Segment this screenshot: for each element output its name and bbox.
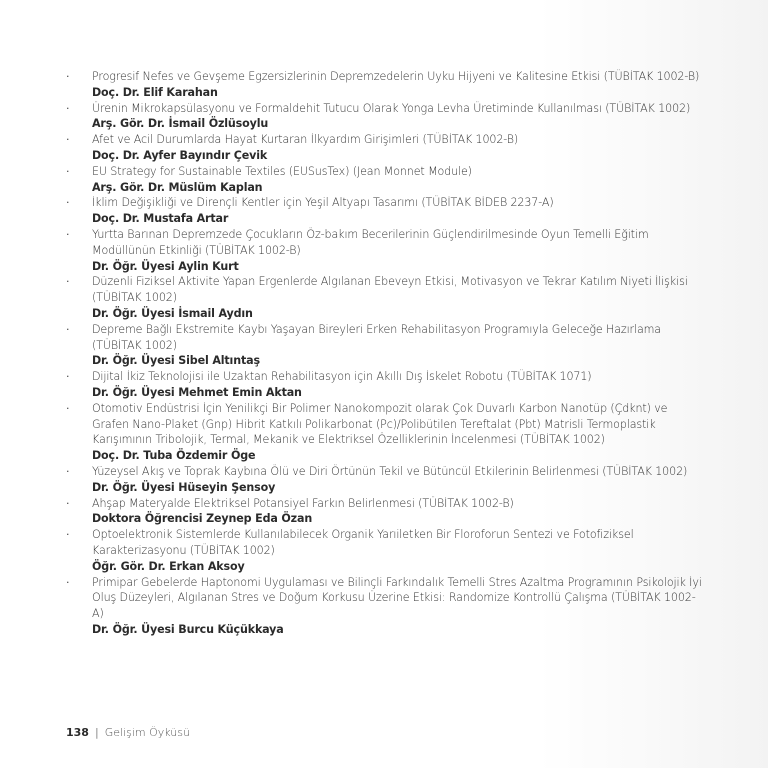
project-title: Ürenin Mikrokapsülasyonu ve Formaldehit Tutucu Olarak Yonga Levha Üretiminde Kullanılması (TÜBİTAK 1002) [92, 101, 691, 115]
project-title: Depreme Bağlı Ekstremite Kaybı Yaşayan Bireyleri Erken Rehabilitasyon Programıyla Geleceğe Hazırlama (TÜBİTAK 1002) [92, 322, 661, 352]
bullet-icon: · [66, 401, 70, 415]
project-list [66, 69, 706, 638]
project-title: Otomotiv Endüstrisi İçin Yenilikçi Bir Polimer Nanokompozit olarak Çok Duvarlı Karbon Nanotüp (Çdknt) ve Grafen Nano-Plaket (Gnp) Hibrit Katkılı Polikarbonat (Pc)/Polibütilen Tereftalat (Pbt) Matrisli Termoplastik Karışımının Tribolojik, Termal, Mekanik ve Elektriksel Özelliklerinin İncelenmesi (TÜBİTAK 1002) [92, 401, 668, 447]
project-title: Optoelektronik Sistemlerde Kullanılabilecek Organik Yarıiletken Bir Floroforun Sentezi ve Fotofiziksel Karakterizasyonu (TÜBİTAK 1002) [92, 528, 634, 557]
bullet-icon: · [66, 528, 70, 542]
project-author: Doç. Dr. Tuba Özdemir Öge [92, 449, 256, 463]
project-title: Dijital İkiz Teknolojisi ile Uzaktan Rehabilitasyon için Akıllı Dış İskelet Robotu (TÜBİTAK 1071) [92, 370, 592, 384]
bullet-icon: · [66, 275, 70, 289]
list-item [66, 69, 706, 101]
bullet-icon: · [66, 464, 70, 478]
project-author: Arş. Gör. Dr. Müslüm Kaplan [92, 180, 263, 194]
list-item [66, 527, 706, 574]
project-title: Ahşap Materyalde Elektriksel Potansiyel Farkın Belirlenmesi (TÜBİTAK 1002-B) [92, 496, 514, 510]
footer-separator: | [94, 726, 99, 739]
bullet-icon: · [66, 575, 70, 589]
bullet-icon: · [66, 496, 70, 510]
page-number: 138 [66, 726, 89, 739]
project-title: Afet ve Acil Durumlarda Hayat Kurtaran İlkyardım Girişimleri (TÜBİTAK 1002-B) [92, 133, 519, 147]
list-item [66, 101, 706, 133]
project-title: EU Strategy for Sustainable Textiles (EUSusTex) (Jean Monnet Module) [92, 164, 472, 178]
project-title: İklim Değişikliği ve Dirençli Kentler için Yeşil Altyapı Tasarımı (TÜBİTAK BİDEB 2237-A) [92, 196, 554, 210]
list-item [66, 132, 706, 164]
project-title: Yüzeysel Akış ve Toprak Kaybına Ölü ve Diri Örtünün Tekil ve Bütüncül Etkilerinin Belirlenmesi (TÜBİTAK 1002) [92, 464, 688, 478]
list-item [66, 322, 706, 369]
bullet-icon: · [66, 101, 70, 115]
project-author: Arş. Gör. Dr. İsmail Özlüsoylu [92, 117, 269, 131]
project-author: Doç. Dr. Ayfer Bayındır Çevik [92, 148, 268, 162]
project-author: Dr. Öğr. Üyesi İsmail Aydın [92, 306, 253, 320]
project-title: Primipar Gebelerde Haptonomi Uygulaması ve Bilinçli Farkındalık Temelli Stres Azaltma Programının Psikolojik İyi Oluş Düzeyleri, Algılanan Stres ve Doğum Korkusu Üzerine Etkisi: Randomize Kontrollü Çalışma (TÜBİTAK 1002-A) [92, 575, 702, 621]
bullet-icon: · [66, 164, 70, 178]
project-author: Dr. Öğr. Üyesi Aylin Kurt [92, 259, 239, 273]
project-author: Doç. Dr. Mustafa Artar [92, 212, 229, 226]
project-author: Doç. Dr. Elif Karahan [92, 85, 218, 99]
bullet-icon: · [66, 133, 70, 147]
list-item [66, 575, 706, 638]
page-footer [66, 726, 190, 740]
bullet-icon: · [66, 322, 70, 336]
list-item [66, 164, 706, 196]
list-item [66, 227, 706, 274]
list-item [66, 369, 706, 401]
bullet-icon: · [66, 227, 70, 241]
list-item [66, 401, 706, 464]
project-author: Dr. Öğr. Üyesi Hüseyin Şensoy [92, 480, 276, 494]
project-title: Progresif Nefes ve Gevşeme Egzersizlerinin Depremzedelerin Uyku Hijyeni ve Kalitesine Etkisi (TÜBİTAK 1002-B) [92, 70, 700, 83]
project-author: Dr. Öğr. Üyesi Burcu Küçükkaya [92, 622, 284, 636]
project-author: Dr. Öğr. Üyesi Sibel Altıntaş [92, 354, 260, 368]
bullet-icon: · [66, 196, 70, 210]
list-item [66, 464, 706, 496]
list-item [66, 274, 706, 321]
project-title: Yurtta Barınan Depremzede Çocukların Öz-bakım Becerilerinin Güçlendirilmesinde Oyun Temelli Eğitim Modüllünün Etkinliği (TÜBİTAK 1002-B) [92, 227, 649, 257]
project-author: Öğr. Gör. Dr. Erkan Aksoy [92, 559, 245, 573]
bullet-icon: · [66, 70, 70, 83]
project-author: Dr. Öğr. Üyesi Mehmet Emin Aktan [92, 385, 302, 399]
bullet-icon: · [66, 370, 70, 384]
list-item [66, 496, 706, 528]
list-item [66, 195, 706, 227]
section-title: Gelişim Öyküsü [104, 726, 190, 739]
project-author: Doktora Öğrencisi Zeynep Eda Özan [92, 512, 313, 526]
project-title: Düzenli Fiziksel Aktivite Yapan Ergenlerde Algılanan Ebeveyn Etkisi, Motivasyon ve Tekrar Katılım Niyeti İlişkisi (TÜBİTAK 1002) [92, 275, 688, 305]
